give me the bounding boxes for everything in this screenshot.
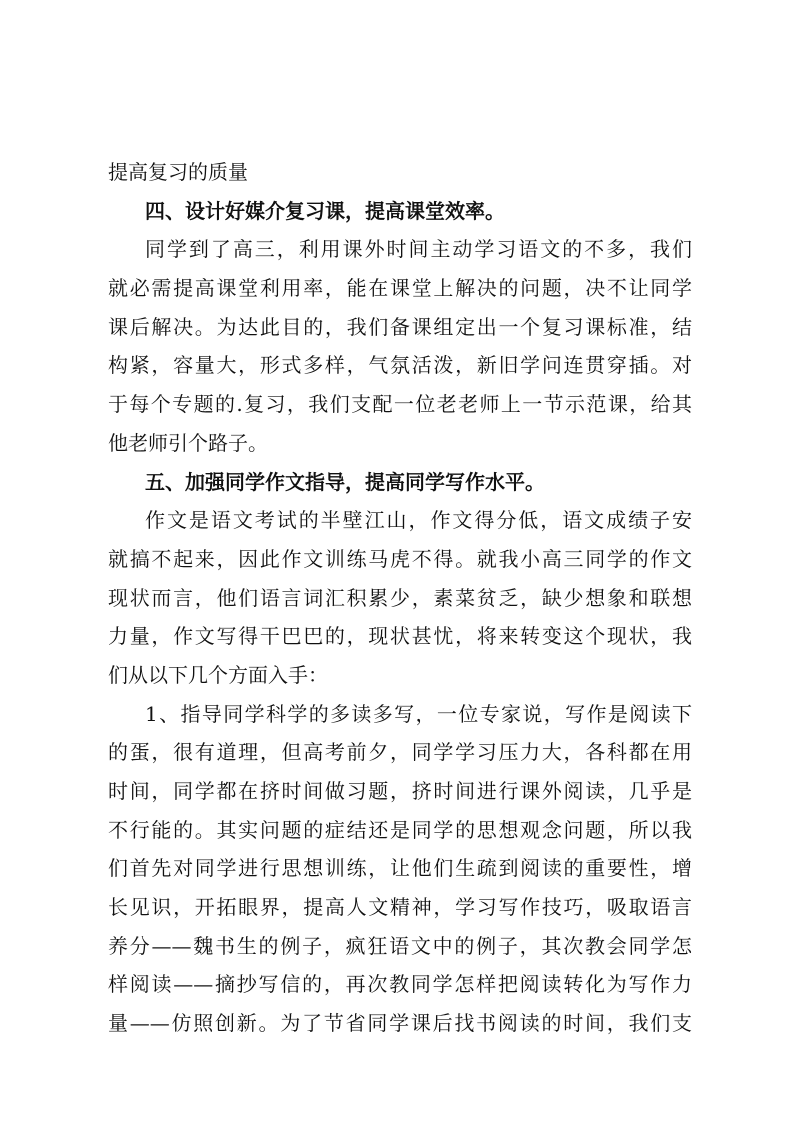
text-line: 现状而言，他们语言词汇积累少，素菜贫乏，缺少想象和联想	[108, 585, 692, 610]
text-line: 提高复习的质量	[108, 160, 248, 184]
paragraph	[108, 501, 692, 694]
paragraph	[108, 153, 692, 192]
text-line: 长见识，开拓眼界，提高人文精神，学习写作技巧，吸取语言	[108, 895, 692, 920]
text-line: 样阅读——摘抄写信的，再次教同学怎样把阅读转化为写作力	[108, 972, 692, 997]
text-line: 构紧，容量大，形式多样，气氛活泼，新旧学问连贯穿插。对	[108, 353, 692, 378]
text-line: 时间，同学都在挤时间做习题，挤时间进行课外阅读，几乎是	[108, 779, 692, 803]
text-line: 作文是语文考试的半壁江山，作文得分低，语文成绩子安	[145, 508, 692, 533]
section-heading	[108, 192, 692, 231]
paragraph	[108, 230, 692, 462]
text-line: 1、指导同学科学的多读多写，一位专家说，写作是阅读下	[145, 701, 692, 726]
text-line: 他老师引个路子。	[108, 430, 268, 455]
text-line: 不行能的。其实问题的症结还是同学的思想观念问题，所以我	[108, 817, 692, 842]
paragraph	[108, 695, 692, 1043]
document-page	[108, 153, 692, 1043]
text-line: 养分——魏书生的例子，疯狂语文中的例子，其次教会同学怎	[108, 933, 692, 958]
text-line: 就搞不起来，因此作文训练马虎不得。就我小高三同学的作文	[108, 546, 692, 571]
text-line: 就必需提高课堂利用率，能在课堂上解决的问题，决不让同学	[108, 276, 692, 301]
text-line: 课后解决。为达此目的，我们备课组定出一个复习课标准，结	[108, 314, 692, 339]
text-line: 同学到了高三，利用课外时间主动学习语文的不多，我们	[145, 237, 692, 262]
text-line: 们从以下几个方面入手：	[108, 662, 328, 687]
text-line: 力量，作文写得干巴巴的，现状甚忧，将来转变这个现状，我	[108, 624, 692, 649]
text-line: 五、加强同学作文指导，提高同学写作水平。	[145, 469, 545, 494]
text-line: 们首先对同学进行思想训练，让他们生疏到阅读的重要性，增	[108, 856, 692, 881]
text-line: 量——仿照创新。为了节省同学课后找书阅读的时间，我们支	[108, 1011, 692, 1036]
text-line: 于每个专题的.复习，我们支配一位老老师上一节示范课，给其	[108, 392, 692, 417]
section-heading	[108, 463, 692, 502]
text-line: 四、设计好媒介复习课，提高课堂效率。	[145, 198, 505, 223]
text-line: 的蛋，很有道理，但高考前夕，同学学习压力大，各科都在用	[108, 740, 692, 765]
